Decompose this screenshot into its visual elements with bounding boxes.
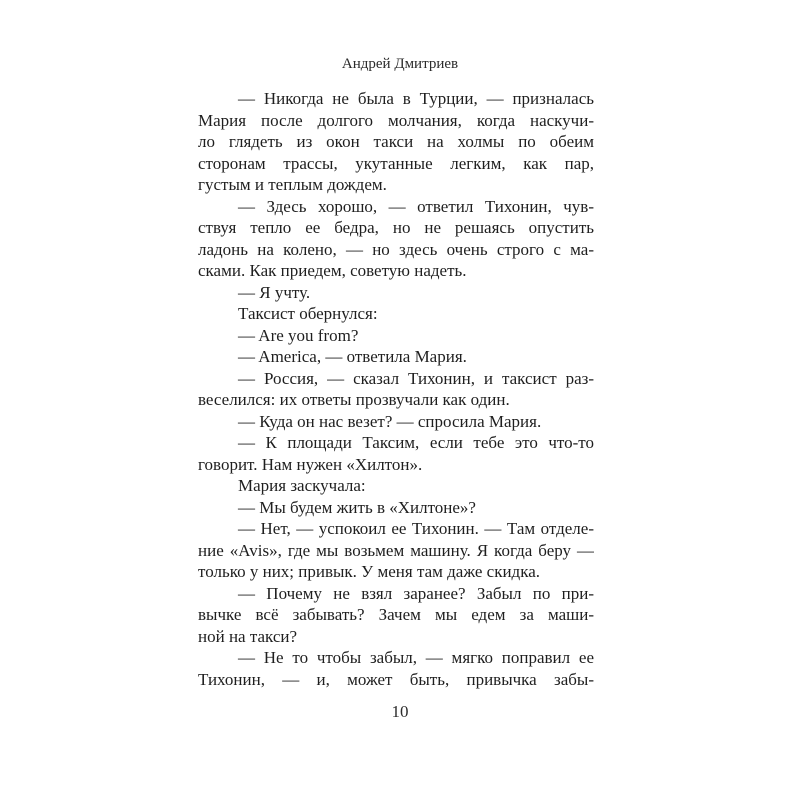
text-line: ной на такси? — [198, 626, 298, 646]
text-line: — America, — ответила Мария. — [238, 347, 467, 366]
text-line: Таксист обернулся: — [238, 304, 378, 323]
text-line: ствуя тепло ее бедра, но не решаясь опустить — [198, 218, 594, 237]
text-line: ние «Avis», где мы возьмем машину. Я когда беру — — [198, 540, 594, 560]
text-line: — Россия, — сказал Тихонин, и таксист раз- — [238, 368, 594, 388]
text-line: — Я учту. — [238, 282, 311, 302]
running-head-author: Андрей Дмитриев — [341, 56, 459, 72]
text-line: ло глядеть из окон такси на холмы по обеим — [198, 132, 594, 151]
text-line: только у них; привык. У меня там даже скидка. — [198, 562, 540, 581]
page-number: 10 — [391, 702, 409, 721]
text-line: сками. Как приедем, советую надеть. — [198, 261, 467, 280]
text-line: густым и теплым дождем. — [198, 175, 387, 194]
text-line: говорит. Нам нужен «Хилтон». — [198, 454, 423, 474]
text-line: Мария заскучала: — [238, 476, 366, 495]
text-line: — Are you from? — [238, 325, 359, 345]
text-line: веселился: их ответы прозвучали как один. — [198, 390, 510, 409]
text-line: сторонам трассы, укутанные легким, как пар, — [198, 153, 594, 173]
text-line: — Почему не взял заранее? Забыл по при- — [238, 583, 594, 603]
body-text — [198, 88, 594, 690]
text-line: — Здесь хорошо, — ответил Тихонин, чув- — [238, 196, 594, 216]
text-line: — Не то чтобы забыл, — мягко поправил ее — [238, 648, 594, 667]
text-line: — Никогда не была в Турции, — призналась — [238, 89, 594, 108]
text-line: — Куда он нас везет? — спросила Мария. — [238, 411, 542, 431]
text-line: — К площади Таксим, если тебе это что-то — [238, 433, 594, 452]
text-line: вычке всё забывать? Зачем мы едем за маши- — [198, 605, 594, 624]
text-line: ладонь на колено, — но здесь очень строго с ма- — [198, 239, 594, 259]
text-line: Мария после долгого молчания, когда наскучи- — [198, 110, 594, 130]
text-line: Тихонин, — и, может быть, привычка забы- — [198, 669, 594, 689]
text-line: — Мы будем жить в «Хилтоне»? — [238, 497, 476, 517]
text-line: — Нет, — успокоил ее Тихонин. — Там отделе- — [238, 519, 594, 538]
